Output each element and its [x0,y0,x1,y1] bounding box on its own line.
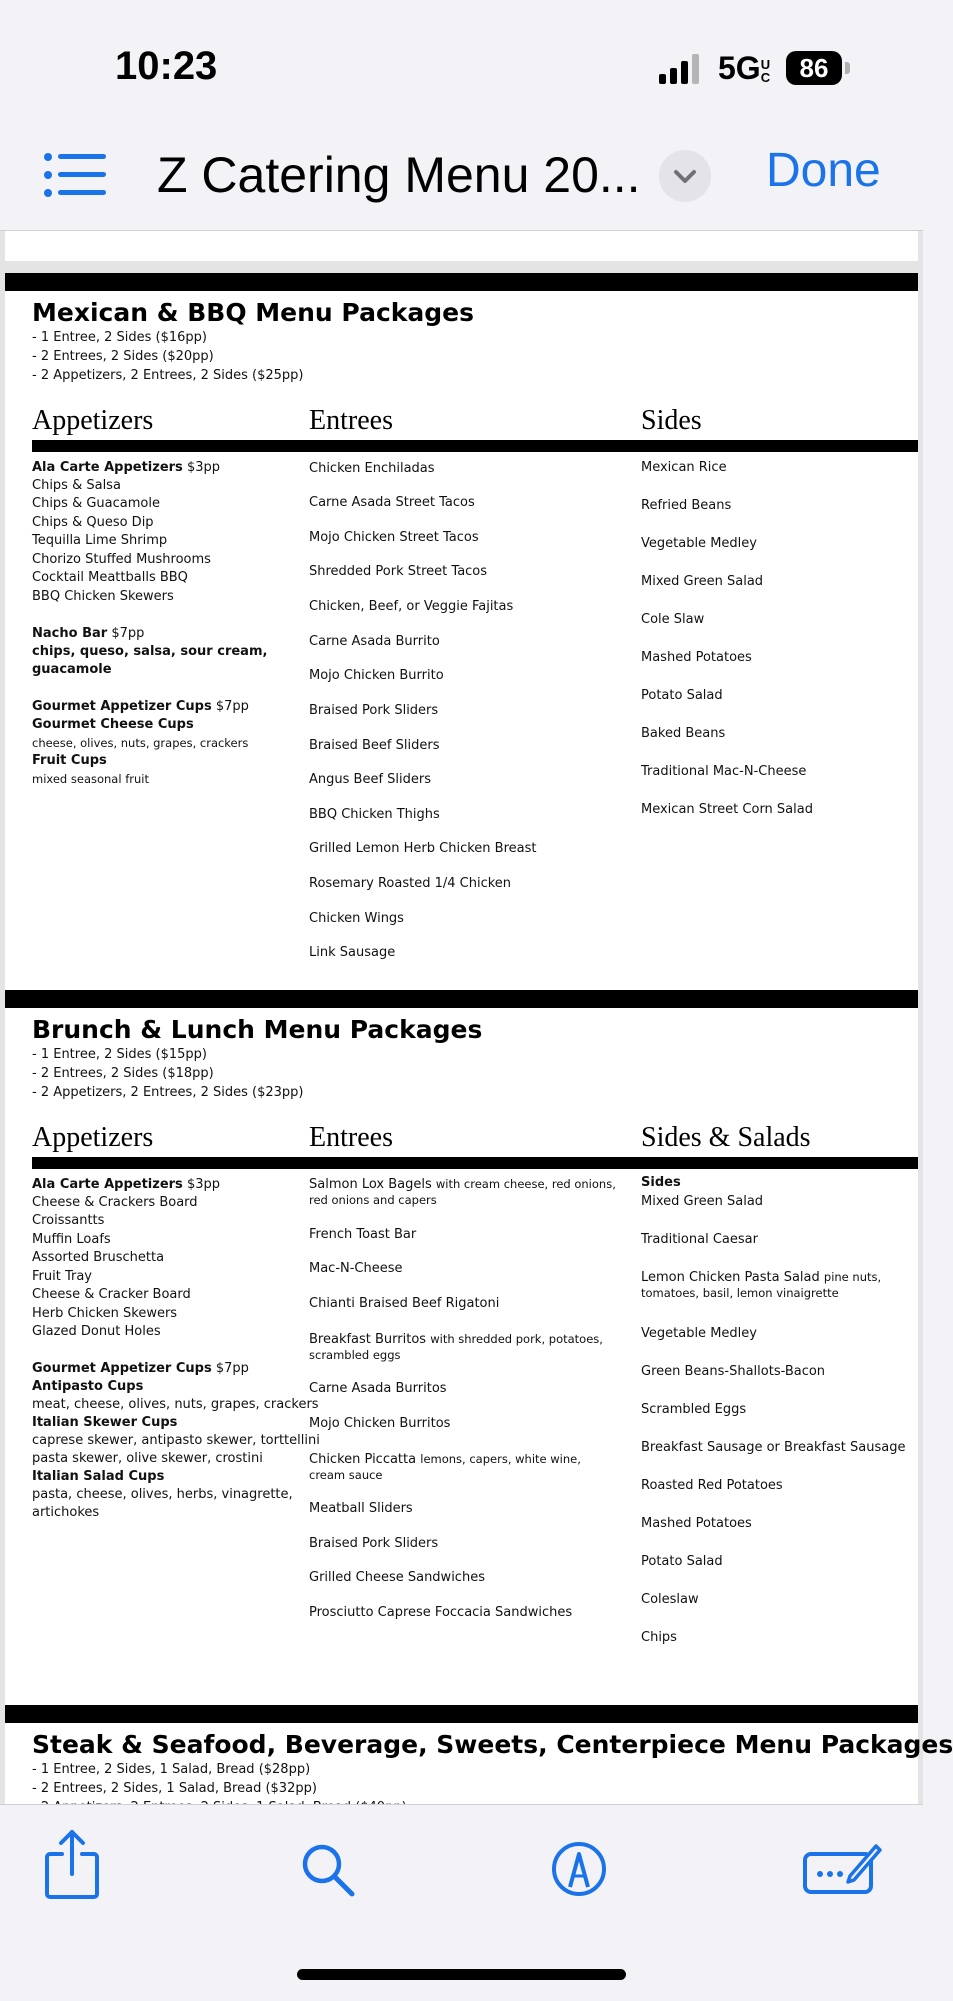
list-item: Chorizo Stuffed Mushrooms [32,552,211,567]
antipasto-cups-desc: meat, cheese, olives, nuts, grapes, crackers [32,1397,319,1412]
side-item: Mashed Potatoes [641,1516,752,1531]
list-item: Cheese & Cracker Board [32,1287,191,1302]
column-header-entrees: Entrees [309,405,393,436]
ala-carte-heading: Ala Carte Appetizers $3pp [32,1177,220,1192]
column-header-entrees: Entrees [309,1122,393,1153]
list-item: Herb Chicken Skewers [32,1306,178,1321]
side-item: Green Beans-Shallots-Bacon [641,1364,826,1379]
side-item: Vegetable Medley [641,536,757,551]
page-title: Steak & Seafood, Beverage, Sweets, Centerpiece Menu Packages [32,1730,953,1759]
list-item: Fruit Tray [32,1269,92,1284]
entree-item: Grilled Lemon Herb Chicken Breast [309,841,537,856]
nacho-bar-desc: chips, queso, salsa, sour cream, [32,644,268,659]
page-header-bar [5,990,918,1008]
entree-item: Mojo Chicken Street Tacos [309,530,479,545]
entree-item: Carne Asada Burrito [309,634,440,649]
italian-skewer-desc: caprese skewer, antipasto skewer, torttellini [32,1433,320,1448]
entree-item: Salmon Lox Bagels with cream cheese, red onions, [309,1177,616,1192]
list-item: Croissantts [32,1213,105,1228]
side-item: Mexican Street Corn Salad [641,802,813,817]
fruit-cups-desc: mixed seasonal fruit [32,772,149,786]
list-item: Chips & Salsa [32,478,121,493]
entree-item: Chicken Enchiladas [309,461,435,476]
entree-item: Carne Asada Burritos [309,1381,447,1396]
markup-icon[interactable] [550,1840,608,1898]
page-title: Mexican & BBQ Menu Packages [32,298,474,327]
title-menu-button[interactable] [659,150,711,202]
entree-item: Link Sausage [309,945,396,960]
side-item: Potato Salad [641,1554,723,1569]
gourmet-cups-heading: Gourmet Appetizer Cups $7pp [32,1361,249,1376]
nacho-bar-desc: guacamole [32,662,112,677]
entree-note: cream sauce [309,1468,383,1482]
gourmet-cups-heading: Gourmet Appetizer Cups $7pp [32,699,249,714]
side-item: Scrambled Eggs [641,1402,747,1417]
status-time: 10:23 [115,44,218,88]
list-item: Assorted Bruschetta [32,1250,165,1265]
done-button[interactable]: Done [766,144,881,197]
column-header-sides-salads: Sides & Salads [641,1122,811,1153]
side-item: Vegetable Medley [641,1326,757,1341]
battery-icon: 86 [786,51,842,85]
document-title: Z Catering Menu 20... [157,147,641,203]
side-item: Potato Salad [641,688,723,703]
entree-item: Angus Beef Sliders [309,772,431,787]
page-header-bar [5,1705,918,1723]
entree-item: Meatball Sliders [309,1501,413,1516]
side-item: Refried Beans [641,498,732,513]
list-item: Glazed Donut Holes [32,1324,161,1339]
page-title: Brunch & Lunch Menu Packages [32,1015,483,1044]
cheese-cups-desc: cheese, olives, nuts, grapes, crackers [32,736,249,750]
list-item: BBQ Chicken Skewers [32,589,174,604]
entree-item: Prosciutto Caprese Foccacia Sandwiches [309,1605,573,1620]
side-item: Breakfast Sausage or Breakfast Sausage [641,1440,906,1455]
page-previous [5,231,918,261]
side-item: Chips [641,1630,677,1645]
entree-item: Breakfast Burritos with shredded pork, potatoes, [309,1332,603,1347]
column-header-appetizers: Appetizers [32,1122,154,1153]
list-icon[interactable] [44,152,108,198]
package-line: - 1 Entree, 2 Sides ($15pp) [32,1047,207,1062]
package-line: - 2 Entrees, 2 Sides ($18pp) [32,1066,214,1081]
entree-item: BBQ Chicken Thighs [309,807,440,822]
search-icon[interactable] [300,1842,356,1898]
cheese-cups-label: Gourmet Cheese Cups [32,717,194,732]
cellular-signal-icon [657,54,703,86]
document-viewer[interactable] [0,231,953,1804]
fruit-cups-label: Fruit Cups [32,753,107,768]
entree-item: Braised Pork Sliders [309,1536,439,1551]
home-indicator [297,1969,626,1980]
italian-salad-desc: pasta, cheese, olives, herbs, vinagrette, [32,1487,293,1502]
package-line: - 2 Appetizers, 2 Entrees, 2 Sides ($25pp) [32,368,304,383]
network-indicator: 5GUC [718,50,771,86]
side-item: Mixed Green Salad [641,574,764,589]
entree-item: French Toast Bar [309,1227,417,1242]
entree-item: Grilled Cheese Sandwiches [309,1570,485,1585]
package-line: - 2 Entrees, 2 Sides, 1 Salad, Bread ($32pp) [32,1781,317,1796]
entree-note: scrambled eggs [309,1348,401,1362]
list-item: Chips & Queso Dip [32,515,154,530]
entree-item: Mac-N-Cheese [309,1261,403,1276]
entree-item: Carne Asada Street Tacos [309,495,475,510]
side-note: tomatoes, basil, lemon vinaigrette [641,1286,839,1300]
package-line: - 1 Entree, 2 Sides, 1 Salad, Bread ($28pp) [32,1762,311,1777]
italian-salad-desc: artichokes [32,1505,100,1520]
entree-item: Rosemary Roasted 1/4 Chicken [309,876,512,891]
entree-item: Chicken Piccatta lemons, capers, white wine, [309,1452,581,1467]
side-item: Mixed Green Salad [641,1194,764,1209]
column-rule [32,1157,918,1169]
side-item: Traditional Mac-N-Cheese [641,764,807,779]
italian-skewer-desc: pasta skewer, olive skewer, crostini [32,1451,263,1466]
antipasto-cups-label: Antipasto Cups [32,1379,144,1394]
side-item: Traditional Caesar [641,1232,758,1247]
page-header-bar [5,273,918,291]
column-rule [32,440,918,452]
side-item: Roasted Red Potatoes [641,1478,783,1493]
list-item: Muffin Loafs [32,1232,111,1247]
column-header-appetizers: Appetizers [32,405,154,436]
form-fill-icon[interactable] [802,1840,882,1896]
side-item: Mashed Potatoes [641,650,752,665]
entree-item: Shredded Pork Street Tacos [309,564,488,579]
entree-note: red onions and capers [309,1193,437,1207]
side-item: Mexican Rice [641,460,727,475]
battery-tip [845,62,850,74]
entree-item: Chicken Wings [309,911,404,926]
chevron-down-icon [659,150,711,202]
nacho-bar-heading: Nacho Bar $7pp [32,626,145,641]
entree-item: Chianti Braised Beef Rigatoni [309,1296,500,1311]
share-icon[interactable] [42,1828,102,1900]
package-line: - 2 Appetizers, 2 Entrees, 2 Sides ($23pp) [32,1085,304,1100]
package-line: - 1 Entree, 2 Sides ($16pp) [32,330,207,345]
entree-item: Mojo Chicken Burritos [309,1416,451,1431]
list-item: Cheese & Crackers Board [32,1195,198,1210]
side-item: Baked Beans [641,726,726,741]
side-item: Coleslaw [641,1592,699,1607]
italian-salad-label: Italian Salad Cups [32,1469,165,1484]
side-item: Cole Slaw [641,612,705,627]
sides-label: Sides [641,1175,681,1190]
entree-item: Chicken, Beef, or Veggie Fajitas [309,599,514,614]
side-item: Lemon Chicken Pasta Salad pine nuts, [641,1270,882,1285]
entree-item: Braised Beef Sliders [309,738,440,753]
list-item: Chips & Guacamole [32,496,160,511]
package-line: - 2 Entrees, 2 Sides ($20pp) [32,349,214,364]
ala-carte-heading: Ala Carte Appetizers $3pp [32,460,220,475]
entree-item: Mojo Chicken Burrito [309,668,444,683]
list-item: Tequilla Lime Shrimp [32,533,168,548]
list-item: Cocktail Meattballs BBQ [32,570,188,585]
column-header-sides: Sides [641,405,702,436]
entree-item: Braised Pork Sliders [309,703,439,718]
italian-skewer-label: Italian Skewer Cups [32,1415,178,1430]
